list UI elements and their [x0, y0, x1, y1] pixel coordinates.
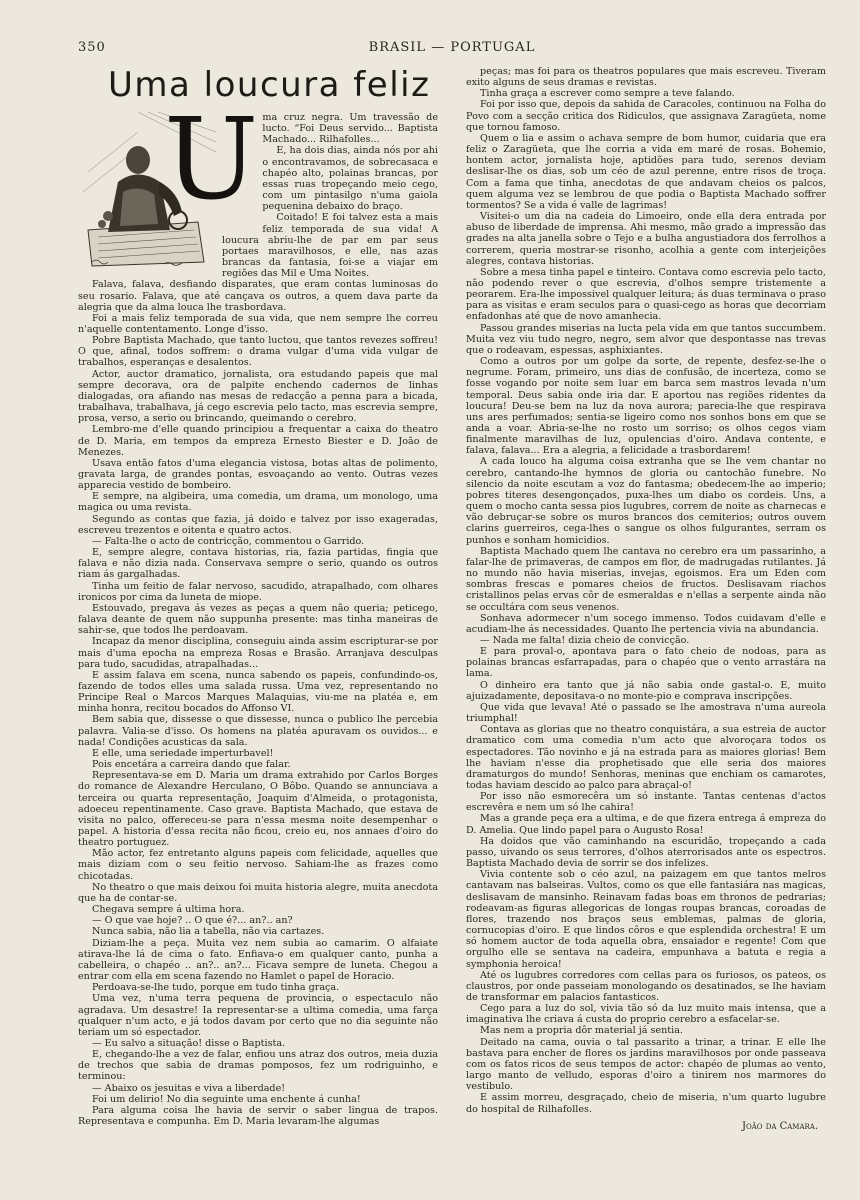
paragraph: E, ha dois dias, ainda nós por ahi o encontravamos, de sobrecasaca e chapéo alto, polainas brancas, por essas ruas tropeçando meio cego, com um pintasilgo n'uma gaiola pequenina debaixo do braço. — [262, 145, 438, 213]
paragraph: Foi por isso que, depois da sahida de Caracoles, continuou na Folha do Povo com a secção critica dos Ridiculos, que assignava Zaragüeta, nome que tornou famoso. — [466, 99, 826, 133]
paragraph: Pobre Baptista Machado, que tanto luctou, que tantos revezes soffreu! O que, afinal, todos soffrem: o drama vulgar d'uma vida vulgar de trabalhos, esperanças e desalentos. — [78, 335, 438, 369]
paragraph: Contava as glorias que no theatro conquistára, a sua estreia de auctor dramatico com uma comedia n'um acto que alvoroçara todos os espectadores. Tão novinho e já na estrada para as maiores glorias! Bem lhe haviam n'esse dia prophetisado que elle seria dos maiores dramaturgos do mundo! Senhoras, meninas que enchiam os camarotes, todas haviam descido ao palco para abraçal-o! — [466, 724, 826, 791]
paragraph: ma cruz negra. Um travessão de lucto. “Foi Deus servido... Baptista Machado... Rilhafolles... — [262, 112, 438, 146]
paragraph: — Abaixo os jesuitas e viva a liberdade! — [92, 1082, 286, 1094]
paragraph: Baptista Machado quem lhe cantava no cerebro era um passarinho, a falar-lhe de primaveras, de campos em flor, de madrugadas rutilantes. Já no mundo não havia miserias, invejas, egoismos. Era um Eden com sombras frescas e pomares cheios de fructos. Deslisavam riachos cristallinos pelas ervas côr de esmeraldas e n'ellas a serpente ainda não se occultára com seus venenos. — [466, 545, 826, 613]
paragraph: Actor, auctor dramatico, jornalista, ora estudando papeis que mal sempre decorava, ora de palpite enchendo cadernos de linhas dialogadas, ora afiando nas mesas de redacção a penna para a bicada, trabalhava, trabalhava, já cego escrevia pelo tacto, mas escrevia sempre, prosa, verso, a serio ou brincando, queimando o cerebro. — [78, 368, 438, 425]
paragraph: Pois encetára a carreira dando que falar. — [92, 759, 291, 771]
paragraph: peças; mas foi para os theatros populares que mais escreveu. Tiveram exito alguns de seus dramas e revistas. — [466, 66, 826, 89]
paragraph: E elle, uma seriedade imperturbavel! — [92, 747, 274, 759]
paragraph: Para alguma coisa lhe havia de servir o saber lingua de trapos. Representava e compunha. Em D. Maria levaram-lhe algumas — [78, 1104, 438, 1128]
paragraph: Cego para a luz do sol, vivia tão só da luz muito mais intensa, que a imaginativa lhe criava á custa do proprio cerebro a esfacelar-se. — [466, 1003, 826, 1026]
paragraph: Por isso não esmorecêra um só instante. Tantas centenas d'actos escrevêra e nem um só lhe cahira! — [466, 791, 826, 814]
paragraph: E assim morreu, desgraçado, cheio de miseria, n'um quarto lugubre do hospital de Rilhafolles. — [466, 1092, 826, 1115]
paragraph: Incapaz da menor disciplina, conseguiu ainda assim escripturar-se por mais d'uma epocha na empreza Rosas e Brasão. Arranjava desculpas para tudo, sacudidas, atrapalhadas... — [78, 636, 438, 670]
paragraph: O dinheiro era tanto que já não sabia onde gastal-o. E, muito ajuizadamente, depositava-o no monte-pio e comprava inscripções. — [466, 679, 826, 702]
paragraph: Vivia contente sob o céo azul, na paizagem em que tantos melros cantavam nas balseiras. Vultos, como os que elle fantasiára nas magicas, deslisavam de mansinho. Reinavam fadas boas em thronos de pedrarias; rodeavam-as figuras allegoricas de longas roupas brancas, coroadas de flores, trazendo nos braços seus emblemas, palmas de gloria, cornucopias d'oiro. E que lindos côros e que esplendida orchestra! E um só homem auctor de toda aquella obra, ensaiador e regente! Com que orgulho elle se sentava na cadeira, empunhava a batuta e regia a symphonia heroica! — [466, 869, 826, 970]
paragraph: Coitado! E foi talvez esta a mais feliz temporada de sua vida! A loucura abriu-lhe de par em par seus portaes maravilhosos, e elle, nas azas brancas da fantasia, foi-se a viajar em regiões das Mil e Uma Noites. — [222, 212, 438, 280]
paragraph: Mas nem a propria dôr material já sentia. — [480, 1025, 683, 1037]
paragraph: Chegava sempre á ultima hora. — [92, 904, 245, 916]
paragraph: Representava-se em D. Maria um drama extrahido por Carlos Borges do romance de Alexandre Herculano, O Bôbo. Quando se annunciava a terceira ou quarta representação, Joaquim d'Almeida, o protagonista, adoeceu repentinamente. Caso grave. Baptista Machado, que estava de visita no palco, offereceu-se para n'essa mesma noite desempenhar o papel. A historia d'essa recita não ficou, creio eu, nos annaes d'oiro do theatro portuguez. — [78, 770, 438, 849]
paragraph: Ha doidos que vão caminhando na escuridão, tropeçando a cada passo, uivando os seus terrores, d'olhos aterrorisados ante os espectros. Baptista Machado devia de sorrir se dos infelizes. — [466, 835, 826, 870]
paragraph: Deitado na cama, ouvia o tal passarito a trinar, a trinar. E elle lhe bastava para encher de flores os jardins maravilhosos por onde passeava com os fatos ricos de seus tempos de actor: chapéo de plumas ao vento, largo manto de velludo, esporas d'oiro a tinirem nos marmores do vestibulo. — [466, 1036, 826, 1093]
paragraph: E assim falava em scena, nunca sabendo os papeis, confundindo-os, fazendo de todos elles uma salada russa. Uma vez, representando no Principe Real o Marcos Marques Malaquias, viu-me na platéa e, em minha honra, recitou bocados do Affonso VI. — [78, 669, 438, 715]
right-column-text — [466, 66, 826, 1115]
paragraph: Visitei-o um dia na cadeia do Limoeiro, onde ella dera entrada por abuso de liberdade de imprensa. Ahi mesmo, mão grado a impressão das grades na alta janella sobre o Tejo e a bulha angustiadora dos ferrolhos a correrem, queria mostrar-se risonho, acolhia a gente com interjeições alegres, contava historias. — [466, 211, 826, 267]
paragraph: Usava então fatos d'uma elegancia vistosa, botas altas de polimento, gravata larga, de grandes pontas, esvoaçando ao vento. Outras vezes apparecia vestido de bombeiro. — [78, 457, 438, 492]
article-title: Uma loucura feliz — [108, 65, 431, 105]
page-header — [78, 36, 826, 64]
paragraph: Bem sabia que, dissesse o que dissesse, nunca o publico lhe percebia palavra. Valia-se d'isso. Os homens na platéa apuravam os ouvidos... e nada! Condições acusticas da sala. — [78, 714, 438, 748]
paragraph: Sobre a mesa tinha papel e tinteiro. Contava como escrevia pelo tacto, não podendo rever o que escrevia, d'olhos sempre tristemente a peorarem. Era-lhe impossivel qualquer leitura; ás duas terminava o praso para as visitas e eram seculos para o quasi-cego as horas que decorriam enfadonhas até que de novo amanhecia. — [466, 266, 826, 323]
paragraph: Tinha um feitio de falar nervoso, sacudido, atrapalhado, com olhares ironicos por cima da luneta de miope. — [78, 580, 438, 603]
page-number: 350 — [78, 40, 106, 55]
paragraph: Sonhava adormecer n'um socego immenso. Todos cuidavam d'elle e acudiam-lhe ás necessidades. Quanto lhe pertencia vivia na abundancia. — [466, 612, 826, 635]
paragraph: — O que vae hoje? .. O que é?... an?.. an? — [92, 915, 293, 927]
paragraph: Quem o lia e assim o achava sempre de bom humor, cuidaria que era feliz o Zaragüeta, que lhe corria a vida em maré de rosas. Bohemio, hontem actor, jornalista hoje, aptidões para tudo, serenos deviam deslisar-lhe os dias, sob um céo de azul perenne, entre risos de troça. Com a fama que tinha, anecdotas de que andavam cheios os palcos, quem alguma vez se lembrou de que podia o Baptista Machado soffrer tormentos? Se a vida é valle de lagrimas! — [466, 132, 826, 211]
paragraph: No theatro o que mais deixou foi muita historia alegre, muita anecdota que ha de contar-se. — [78, 881, 438, 904]
article-columns — [78, 66, 826, 1132]
running-head: BRASIL — PORTUGAL — [368, 40, 536, 55]
paragraph: A cada louco ha alguma coisa extranha que se lhe vem chantar no cerebro, cantando-lhe hymnos de gloria ou cantochão funebre. No silencio da noite escutam a voz do fantasma; obedecem-lhe ao imperio; pobres titeres desengonçados, puxa-lhes um diabo os cordeis. Uns, a quem o mocho canta sessa pios lugubres, correm de noite as charnecas e vão debruçar-se sobre os muros brancos dos cemiterios; outros ouvem clarins guerreiros, cega-lhes o sangue os olhos fulgurantes, serram os punhos e sonham homicidios. — [466, 456, 826, 546]
paragraph: Até os lugubres corredores com cellas para os furiosos, os pateos, os claustros, por onde passeiam monologando os desatinados, se lhe haviam de transformar em palacios fantasticos. — [466, 969, 826, 1003]
paragraph: Passou grandes miserias na lucta pela vida em que tantos succumbem. Muita vez viu tudo negro, negro, sem alvor que despontasse nas trevas que o rodeavam, espessas, asphixiantes. — [466, 322, 826, 356]
paragraph: Nunca sabia, não lia a tabella, não via cartazes. — [92, 926, 325, 938]
paragraph: Estouvado, pregava ás vezes as peças a quem não queria; peticego, falava deante de quem não suppunha presente: mas tinha maneiras de sahir-se, que todos lhe perdoavam. — [78, 602, 438, 637]
paragraph: — Falta-lhe o acto de contricção, commentou o Garrido. — [92, 535, 365, 547]
paragraph: E para proval-o, apontava para o fato cheio de nodoas, para as polainas brancas esfarrapadas, para o chapéo que o vento arrastára na lama. — [466, 646, 826, 680]
paragraph: Mão actor, fez entretanto alguns papeis com felicidade, aquelles que mais diziam com o seu feitio nervoso. Sahiam-lhe as frazes como chicotadas. — [78, 848, 438, 882]
paragraph: Segundo as contas que fazia, já doido e talvez por isso exageradas, escreveu trezentos e oitenta e quatro actos. — [78, 513, 438, 536]
paragraph: Uma vez, n'uma terra pequena de provincia, o espectaculo não agradava. Um desastre! Ia representar-se a ultima comedia, uma farça qualquer n'um acto, e já todos davam por certo que no dia seguinte não teriam um só espectador. — [78, 993, 438, 1038]
paragraph: Como a outros por um golpe da sorte, de repente, desfez-se-lhe o negrume. Foram, primeiro, uns dias de confusão, de incerteza, como se fosse vogando por noite sem luar em barca sem mastros levada n'um temporal. Deus sabia onde iria dar. E aportou nas regiões ridentes da loucura! Deu-se bem na luz da nova aurora; parecia-lhe que respirava uns ares perfumados; sentia-se ligeiro como nos sonhos bons em que se anda a voar. Abria-se-lhe no rosto um sorriso; os olhos cegos viam finalmente maravilhas de luz, opulencias d'oiro. Andava contente, e falava, falava... Era a alegria, a felicidade a trasbordarem! — [466, 356, 826, 457]
paragraph: Que vida que levava! Até o passado se lhe amostrava n'uma aureola triumphal! — [466, 701, 826, 725]
paragraph: Tinha graça a escrever como sempre a teve falando. — [480, 88, 735, 100]
paragraph: Foi um delirio! No dia seguinte uma enchente á cunha! — [92, 1093, 361, 1105]
paragraph: — Eu salvo a situação! disse o Baptista. — [92, 1037, 286, 1049]
paragraph: E sempre, na algibeira, uma comedia, um drama, um monologo, uma magica ou uma revista. — [78, 491, 438, 514]
paragraph: Foi a mais feliz temporada de sua vida, que nem sempre lhe correu n'aquelle contentamento. Longe d'isso. — [78, 312, 438, 335]
paragraph: E, sempre alegre, contava historias, ria, fazia partidas, fingia que falava e não dizia nada. Conservava sempre o serio, quando os outros riam ás gargalhadas. — [78, 547, 438, 581]
paragraph: Diziam-lhe a peça. Muita vez nem subia ao camarim. O alfaiate atirava-lhe lá de cima o fato. Enfiava-o em qualquer canto, punha a cabelleira, o chapéo .. an?.. an?... Ficava sempre de luneta. Chegou a entrar com ella em scena fazendo no Hamlet o papel de Horacio. — [78, 937, 438, 983]
left-column — [78, 66, 438, 1132]
paragraph: Perdoava-se-lhe tudo, porque em tudo tinha graça. — [92, 982, 340, 994]
paragraph: — Nada me falta! dizia cheio de convicção. — [480, 634, 690, 646]
right-column — [466, 66, 826, 1132]
author-signature: João da Camara. — [742, 1120, 818, 1132]
paragraph: Falava, falava, desfiando disparates, que eram contas luminosas do seu rosario. Falava, que até cançava os outros, a quem dava parte da alegria que da alma louca lhe trasbordava. — [78, 279, 438, 313]
paragraph: Lembro-me d'elle quando principiou a frequentar a caixa do theatro de D. Maria, em tempos da empreza Ernesto Biester e D. João de Menezes. — [78, 424, 438, 458]
paragraph: Mas a grande peça era a ultima, e de que fizera entrega á empreza do D. Amelia. Que lindo papel para o Augusto Rosa! — [466, 813, 826, 836]
paragraph: E, chegando-lhe a vez de falar, enfiou uns atraz dos outros, meia duzia de trechos que sabia de dramas pomposos, fez um rodriguinho, e terminou: — [78, 1049, 438, 1083]
drop-cap-letter: U — [164, 95, 259, 225]
